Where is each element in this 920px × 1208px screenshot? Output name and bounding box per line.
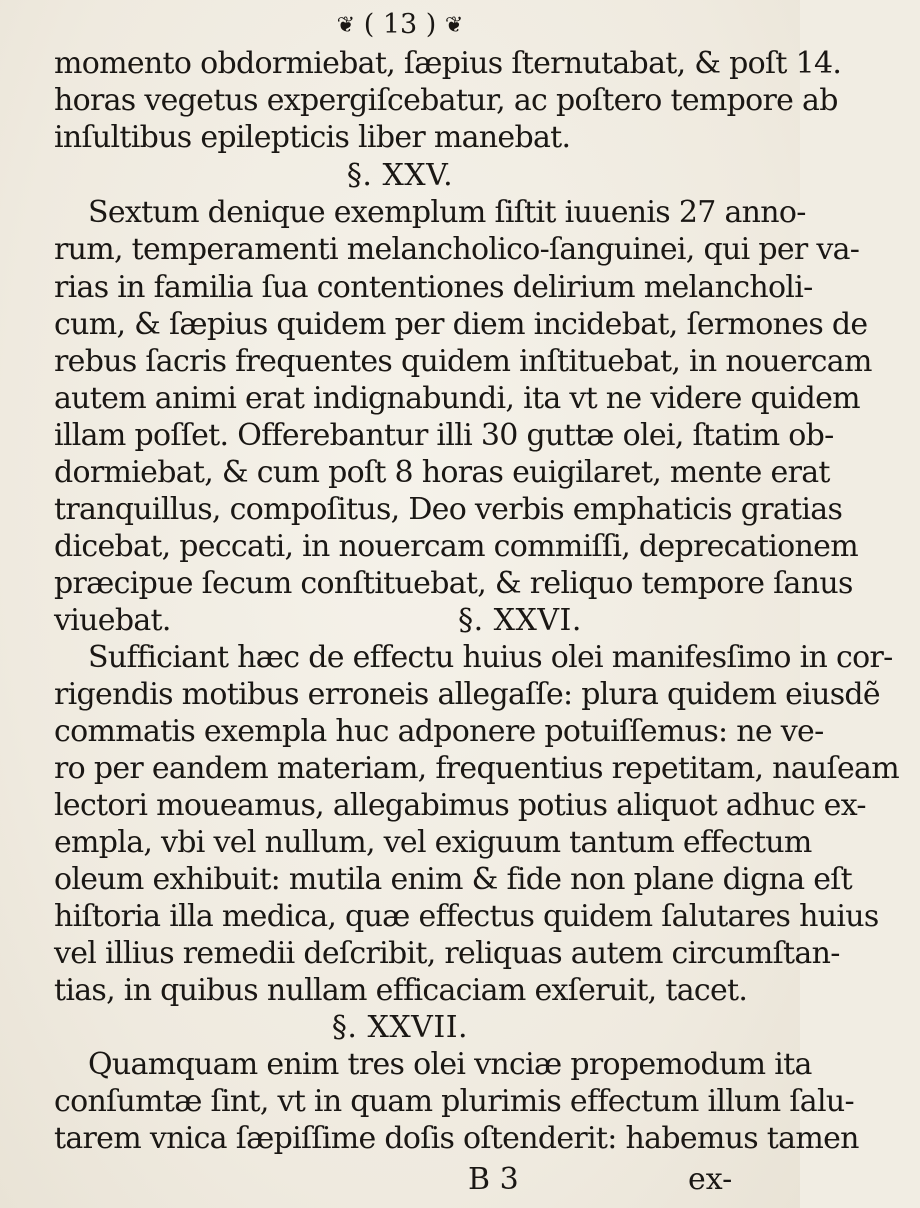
text-line: viuebat. (54, 603, 171, 638)
text-line: conſumtæ ſint, vt in quam plurimis effectum illum ſalu- (54, 1084, 854, 1119)
text-line: rum, temperamenti melancholico-ſanguinei, qui per va- (54, 232, 860, 267)
text-line: horas vegetus expergiſcebatur, ac poſtero tempore ab (54, 83, 838, 118)
page-footer (0, 1162, 800, 1198)
section-heading-27: §. XXVII. (331, 1010, 469, 1045)
text-line: præcipue ſecum conſtituebat, & reliquo tempore ſanus (54, 566, 853, 601)
text-line: tarem vnica ſæpiſſime doſis oſtenderit: habemus tamen (54, 1121, 859, 1156)
text-line: lectori moueamus, allegabimus potius aliquot adhuc ex- (54, 788, 866, 823)
text-line: Quamquam enim tres olei vnciæ propemodum ita (88, 1047, 812, 1082)
text-line: oleum exhibuit: mutila enim & fide non plane digna eſt (54, 862, 853, 897)
text-line: rigendis motibus erroneis allegaſſe: plura quidem eiusdẽ (54, 677, 880, 712)
section-heading-25: §. XXV. (346, 158, 454, 193)
text-line: momento obdormiebat, ſæpius ſternutabat, & poſt 14. (54, 46, 842, 81)
text-line: empla, vbi vel nullum, vel exiguum tantum effectum (54, 825, 812, 860)
text-line: ro per eandem materiam, frequentius repetitam, nauſeam (54, 751, 899, 786)
text-line: rias in familia ſua contentiones delirium melancholi- (54, 270, 813, 305)
text-line: dormiebat, & cum poſt 8 horas euigilaret, mente erat (54, 455, 830, 490)
text-line: tranquillus, compoſitus, Deo verbis emphaticis gratias (54, 492, 843, 527)
text-line: dicebat, peccati, in nouercam commiſſi, deprecationem (54, 529, 858, 564)
catchword: ex- (688, 1162, 733, 1197)
text-line: autem animi erat indignabundi, ita vt ne videre quidem (54, 381, 860, 416)
text-line: illam poſſet. Offerebantur illi 30 guttæ olei, ſtatim ob- (54, 418, 834, 453)
page-header (0, 8, 800, 43)
text-line: vel illius remedii deſcribit, reliquas autem circumſtan- (54, 936, 840, 971)
signature-mark: B 3 (468, 1162, 519, 1197)
text-line: inſultibus epilepticis liber manebat. (54, 120, 571, 155)
text-line: rebus ſacris frequentes quidem inſtituebat, in nouercam (54, 344, 872, 379)
text-line: cum, & ſæpius quidem per diem incidebat, ſermones de (54, 307, 868, 342)
text-line: Sufficiant hæc de effectu huius olei manifesſimo in cor- (88, 640, 893, 675)
ornament-right-icon: ❦ (444, 12, 464, 38)
ornament-left-icon: ❦ (336, 12, 356, 38)
text-line: commatis exempla huc adponere potuiſſemus: ne ve- (54, 714, 824, 749)
text-line: Sextum denique exemplum ſiſtit iuuenis 27 anno- (88, 195, 806, 230)
page-number: ( 13 ) (363, 9, 437, 40)
text-line: hiſtoria illa medica, quæ effectus quidem ſalutares huius (54, 899, 879, 934)
text-line: tias, in quibus nullam efficaciam exſeruit, tacet. (54, 973, 748, 1008)
section-heading-26: §. XXVI. (458, 603, 582, 638)
